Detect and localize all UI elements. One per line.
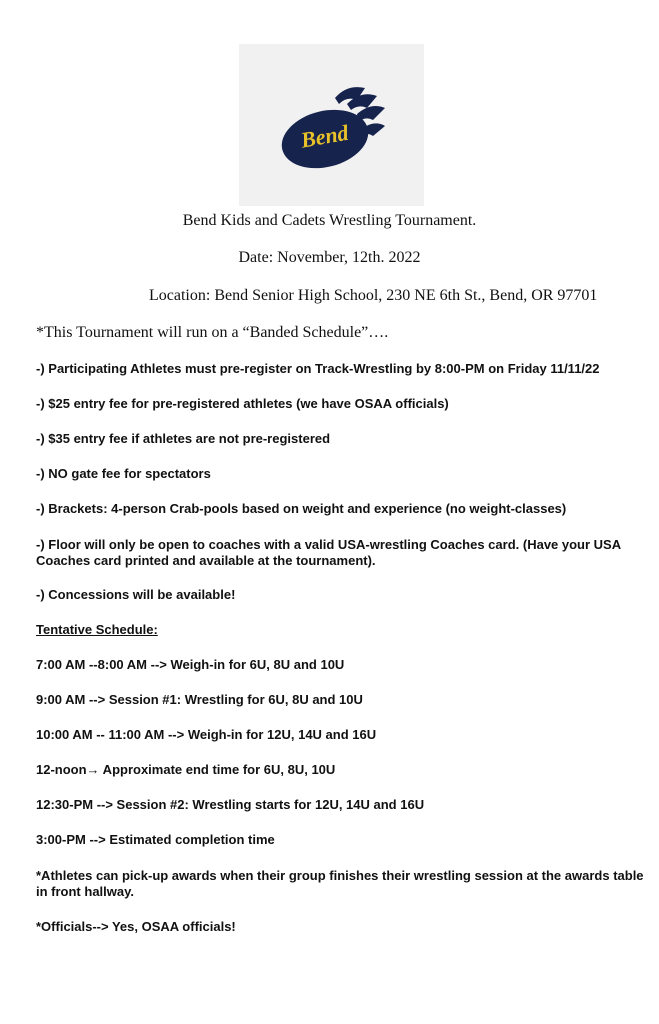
bend-logo bbox=[239, 44, 424, 206]
schedule-item: 7:00 AM --8:00 AM --> Weigh-in for 6U, 8U and 10U bbox=[36, 657, 345, 672]
banded-schedule-note: *This Tournament will run on a “Banded Schedule”…. bbox=[36, 324, 389, 341]
rule-brackets: -) Brackets: 4-person Crab-pools based on weight and experience (no weight-classes) bbox=[36, 501, 567, 516]
tournament-location: Location: Bend Senior High School, 230 NE 6th St., Bend, OR 97701 bbox=[149, 287, 598, 304]
schedule-item: 9:00 AM --> Session #1: Wrestling for 6U, 8U and 10U bbox=[36, 692, 363, 707]
note-awards: *Athletes can pick-up awards when their group finishes their wrestling session at the awards table in front hallway. bbox=[36, 868, 644, 899]
schedule-item: 12:30-PM --> Session #2: Wrestling starts for 12U, 14U and 16U bbox=[36, 797, 425, 812]
bear-paw-logo-icon bbox=[239, 44, 424, 206]
schedule-item: 12-noon→ Approximate end time for 6U, 8U, 10U bbox=[36, 762, 336, 777]
logo-text: Bend bbox=[298, 119, 351, 153]
rule-fee-preregistered: -) $25 entry fee for pre-registered athletes (we have OSAA officials) bbox=[36, 396, 449, 411]
rule-gate-fee: -) NO gate fee for spectators bbox=[36, 466, 211, 481]
rule-concessions: -) Concessions will be available! bbox=[36, 587, 236, 602]
schedule-item: 10:00 AM -- 11:00 AM --> Weigh-in for 12U, 14U and 16U bbox=[36, 727, 377, 742]
rule-floor-coaches: -) Floor will only be open to coaches with a valid USA-wrestling Coaches card. (Have your USA Coaches card printed and available at the tournament). bbox=[36, 537, 621, 568]
rule-fee-not-preregistered: -) $35 entry fee if athletes are not pre-registered bbox=[36, 431, 331, 446]
note-officials: *Officials--> Yes, OSAA officials! bbox=[36, 919, 236, 934]
schedule-item: 3:00-PM --> Estimated completion time bbox=[36, 832, 275, 847]
rule-preregister: -) Participating Athletes must pre-register on Track-Wrestling by 8:00-PM on Friday 11/11/22 bbox=[36, 361, 600, 376]
tournament-date: Date: November, 12th. 2022 bbox=[238, 249, 421, 266]
schedule-heading: Tentative Schedule: bbox=[36, 622, 158, 637]
tournament-title: Bend Kids and Cadets Wrestling Tournament. bbox=[182, 212, 477, 229]
